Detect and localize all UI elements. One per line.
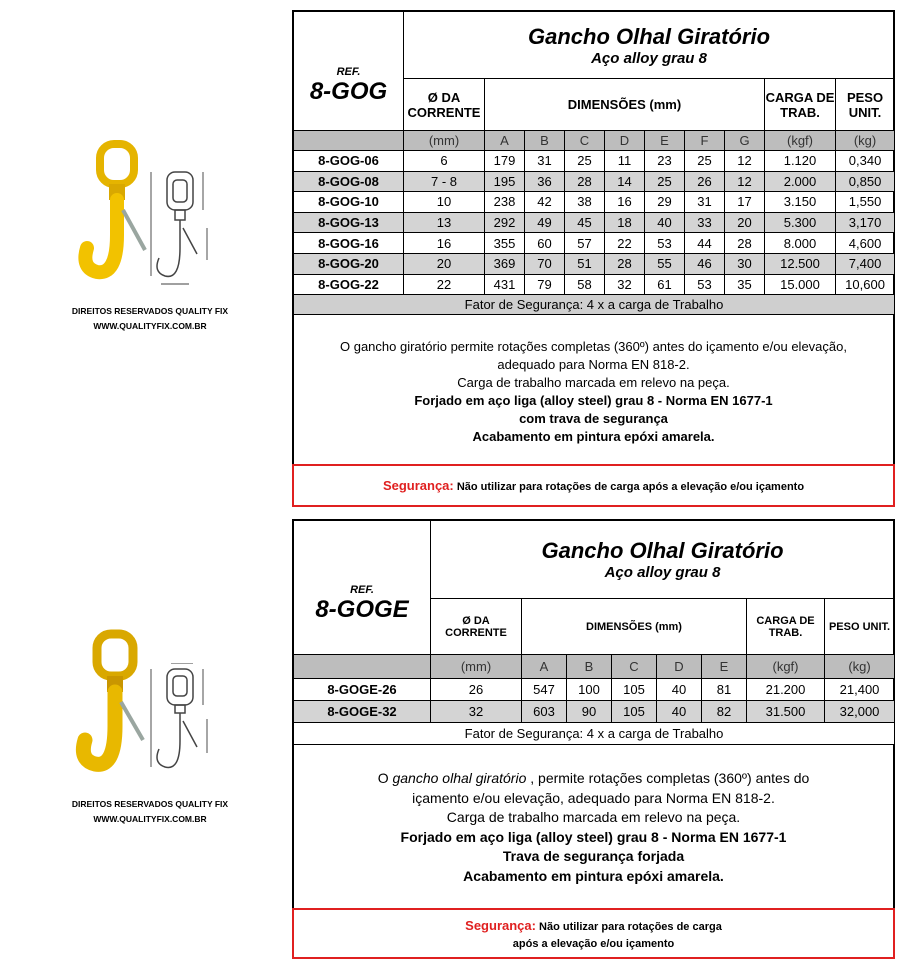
table-cell: 13 bbox=[404, 212, 485, 233]
table-cell: 28 bbox=[725, 233, 765, 254]
spec-card-8-gog bbox=[292, 10, 895, 507]
hook-dimension-drawing-icon bbox=[145, 663, 225, 813]
table-cell: 82 bbox=[702, 701, 747, 723]
header-load: CARGA DE TRAB. bbox=[765, 79, 836, 131]
table-row bbox=[294, 192, 895, 213]
table-cell: 603 bbox=[522, 701, 567, 723]
section-1-images bbox=[60, 140, 240, 290]
desc-line: Carga de trabalho marcada em relevo na peça. bbox=[446, 809, 741, 825]
unit-cell: A bbox=[522, 655, 567, 679]
desc-line: Carga de trabalho marcada em relevo na peça. bbox=[457, 375, 730, 390]
website-url: WWW.QUALITYFIX.COM.BR bbox=[93, 321, 207, 331]
product-title: Gancho Olhal Giratório bbox=[528, 23, 771, 49]
product-code-cell: 8-GOG-22 bbox=[294, 274, 404, 295]
table-cell: 547 bbox=[522, 679, 567, 701]
table-cell: 14 bbox=[605, 171, 645, 192]
table-cell: 26 bbox=[685, 171, 725, 192]
table-cell: 53 bbox=[685, 274, 725, 295]
table-cell: 51 bbox=[565, 253, 605, 274]
ref-label: REF. bbox=[350, 584, 374, 596]
table-cell: 1,550 bbox=[836, 192, 895, 213]
table-cell: 3.150 bbox=[765, 192, 836, 213]
table-cell: 28 bbox=[605, 253, 645, 274]
warning-line bbox=[294, 917, 893, 936]
table-cell: 79 bbox=[525, 274, 565, 295]
units-row bbox=[294, 655, 895, 679]
table-cell: 16 bbox=[404, 233, 485, 254]
table-cell: 17 bbox=[725, 192, 765, 213]
table-cell: 33 bbox=[685, 212, 725, 233]
unit-cell: C bbox=[565, 131, 605, 151]
section-2-images bbox=[60, 628, 240, 778]
table-cell: 355 bbox=[485, 233, 525, 254]
rights-text: DIREITOS RESERVADOS QUALITY FIX bbox=[71, 799, 229, 809]
desc-bold-line: com trava de segurança bbox=[519, 411, 668, 426]
table-cell: 238 bbox=[485, 192, 525, 213]
unit-cell: (kgf) bbox=[765, 131, 836, 151]
swivel-hook-photo-icon bbox=[75, 628, 155, 778]
table-cell: 25 bbox=[565, 151, 605, 172]
product-code-cell: 8-GOG-16 bbox=[294, 233, 404, 254]
unit-cell: C bbox=[612, 655, 657, 679]
header-weight: PESO UNIT. bbox=[836, 79, 895, 131]
table-cell: 0,850 bbox=[836, 171, 895, 192]
product-title: Gancho Olhal Giratório bbox=[541, 538, 784, 563]
unit-cell: E bbox=[645, 131, 685, 151]
desc-line bbox=[294, 769, 893, 789]
safety-warning-2 bbox=[292, 908, 895, 959]
spec-card-8-goge bbox=[292, 519, 895, 959]
product-code-cell: 8-GOGE-32 bbox=[294, 701, 431, 723]
table-cell: 32 bbox=[431, 701, 522, 723]
unit-cell: B bbox=[525, 131, 565, 151]
title-cell bbox=[404, 12, 895, 79]
spec-table-8-gog bbox=[293, 11, 895, 315]
header-chain: Ø DA CORRENTE bbox=[404, 79, 485, 131]
table-row bbox=[294, 233, 895, 254]
table-cell: 12.500 bbox=[765, 253, 836, 274]
product-subtitle: Aço alloy grau 8 bbox=[591, 49, 707, 67]
table-cell: 30 bbox=[725, 253, 765, 274]
unit-cell: (mm) bbox=[404, 131, 485, 151]
table-cell: 25 bbox=[685, 151, 725, 172]
table-cell: 29 bbox=[645, 192, 685, 213]
product-code-cell: 8-GOG-08 bbox=[294, 171, 404, 192]
table-cell: 28 bbox=[565, 171, 605, 192]
units-row bbox=[294, 131, 895, 151]
header-chain: Ø DA CORRENTE bbox=[431, 599, 522, 655]
warning-label: Segurança: bbox=[382, 478, 454, 493]
table-cell: 61 bbox=[645, 274, 685, 295]
product-code-cell: 8-GOG-20 bbox=[294, 253, 404, 274]
table-cell: 0,340 bbox=[836, 151, 895, 172]
hook-dimension-drawing-icon bbox=[145, 168, 225, 318]
unit-cell: D bbox=[605, 131, 645, 151]
copyright-notice-1 bbox=[40, 304, 260, 334]
table-cell: 31.500 bbox=[747, 701, 825, 723]
unit-cell: (kg) bbox=[825, 655, 895, 679]
unit-cell: D bbox=[657, 655, 702, 679]
table-row bbox=[294, 151, 895, 172]
table-cell: 32 bbox=[605, 274, 645, 295]
table-cell: 45 bbox=[565, 212, 605, 233]
table-cell: 20 bbox=[404, 253, 485, 274]
table-cell: 31 bbox=[525, 151, 565, 172]
table-cell: 105 bbox=[612, 701, 657, 723]
table-cell: 58 bbox=[565, 274, 605, 295]
table-cell: 1.120 bbox=[765, 151, 836, 172]
ref-value: 8-GOG bbox=[309, 78, 388, 105]
desc-line: adequado para Norma EN 818-2. bbox=[497, 357, 690, 372]
ref-cell bbox=[294, 12, 404, 131]
desc-bold-line: Forjado em aço liga (alloy steel) grau 8 - Norma EN 1677-1 bbox=[400, 828, 787, 845]
table-cell: 42 bbox=[525, 192, 565, 213]
swivel-hook-photo-icon bbox=[75, 140, 155, 290]
table-cell: 40 bbox=[645, 212, 685, 233]
table-cell: 60 bbox=[525, 233, 565, 254]
unit-cell: B bbox=[567, 655, 612, 679]
warning-text: Não utilizar para rotações de carga após a elevação e/ou içamento bbox=[456, 481, 805, 493]
table-cell: 44 bbox=[685, 233, 725, 254]
table-cell: 12 bbox=[725, 151, 765, 172]
unit-cell: F bbox=[685, 131, 725, 151]
table-cell: 179 bbox=[485, 151, 525, 172]
warning-text-2: após a elevação e/ou içamento bbox=[512, 938, 675, 950]
desc-bold-line: Forjado em aço liga (alloy steel) grau 8 - Norma EN 1677-1 bbox=[414, 393, 773, 408]
table-cell: 10 bbox=[404, 192, 485, 213]
table-cell: 38 bbox=[565, 192, 605, 213]
table-cell: 22 bbox=[404, 274, 485, 295]
table-row bbox=[294, 212, 895, 233]
table-cell: 18 bbox=[605, 212, 645, 233]
table-cell: 20 bbox=[725, 212, 765, 233]
product-code-cell: 8-GOG-10 bbox=[294, 192, 404, 213]
table-cell: 21.200 bbox=[747, 679, 825, 701]
table-cell: 49 bbox=[525, 212, 565, 233]
website-url: WWW.QUALITYFIX.COM.BR bbox=[93, 814, 207, 824]
safety-factor: Fator de Segurança: 4 x a carga de Trabalho bbox=[294, 723, 895, 745]
table-cell: 10,600 bbox=[836, 274, 895, 295]
desc-bold-line: Acabamento em pintura epóxi amarela. bbox=[463, 867, 724, 884]
header-weight: PESO UNIT. bbox=[825, 599, 895, 655]
table-row bbox=[294, 679, 895, 701]
header-dimensions: DIMENSÕES (mm) bbox=[485, 79, 765, 131]
rights-text: DIREITOS RESERVADOS QUALITY FIX bbox=[71, 306, 229, 316]
table-cell: 32,000 bbox=[825, 701, 895, 723]
table-cell: 2.000 bbox=[765, 171, 836, 192]
table-cell: 5.300 bbox=[765, 212, 836, 233]
desc-bold-line: Acabamento em pintura epóxi amarela. bbox=[472, 429, 715, 444]
header-dimensions: DIMENSÕES (mm) bbox=[522, 599, 747, 655]
warning-label: Segurança: bbox=[465, 918, 536, 933]
safety-warning-1 bbox=[292, 464, 895, 507]
table-cell: 105 bbox=[612, 679, 657, 701]
table-row bbox=[294, 701, 895, 723]
product-subtitle: Aço alloy grau 8 bbox=[604, 564, 721, 581]
description-2 bbox=[294, 769, 893, 886]
unit-cell: G bbox=[725, 131, 765, 151]
table-cell: 81 bbox=[702, 679, 747, 701]
spec-table-8-goge bbox=[293, 520, 895, 745]
safety-factor: Fator de Segurança: 4 x a carga de Trabalho bbox=[294, 295, 895, 315]
ref-cell bbox=[294, 521, 431, 655]
table-cell: 8.000 bbox=[765, 233, 836, 254]
table-cell: 292 bbox=[485, 212, 525, 233]
table-cell: 12 bbox=[725, 171, 765, 192]
table-cell: 4,600 bbox=[836, 233, 895, 254]
desc-line: içamento e/ou elevação, adequado para Norma EN 818-2. bbox=[412, 789, 775, 806]
table-cell: 6 bbox=[404, 151, 485, 172]
table-cell: 369 bbox=[485, 253, 525, 274]
unit-cell: (kgf) bbox=[747, 655, 825, 679]
table-cell: 40 bbox=[657, 701, 702, 723]
table-cell: 100 bbox=[567, 679, 612, 701]
table-cell: 46 bbox=[685, 253, 725, 274]
table-cell: 22 bbox=[605, 233, 645, 254]
desc-line: O gancho giratório permite rotações completas (360º) antes do içamento e/ou elevação, bbox=[340, 339, 847, 354]
desc-italic-fragment: gancho olhal giratório bbox=[392, 770, 527, 786]
table-cell: 3,170 bbox=[836, 212, 895, 233]
title-cell bbox=[431, 521, 895, 599]
table-cell: 26 bbox=[431, 679, 522, 701]
units-blank bbox=[294, 655, 431, 679]
table-cell: 431 bbox=[485, 274, 525, 295]
table-cell: 15.000 bbox=[765, 274, 836, 295]
table-cell: 195 bbox=[485, 171, 525, 192]
units-blank bbox=[294, 131, 404, 151]
unit-cell: E bbox=[702, 655, 747, 679]
table-cell: 53 bbox=[645, 233, 685, 254]
table-cell: 7,400 bbox=[836, 253, 895, 274]
ref-label: REF. bbox=[336, 66, 361, 78]
desc-bold-line: Trava de segurança forjada bbox=[502, 848, 685, 864]
table-cell: 36 bbox=[525, 171, 565, 192]
unit-cell: A bbox=[485, 131, 525, 151]
warning-text: Não utilizar para rotações de carga bbox=[539, 921, 722, 933]
description-1 bbox=[294, 338, 893, 446]
table-cell: 11 bbox=[605, 151, 645, 172]
copyright-notice-2 bbox=[40, 797, 260, 827]
table-cell: 25 bbox=[645, 171, 685, 192]
unit-cell: (mm) bbox=[431, 655, 522, 679]
table-cell: 23 bbox=[645, 151, 685, 172]
header-load: CARGA DE TRAB. bbox=[747, 599, 825, 655]
table-cell: 55 bbox=[645, 253, 685, 274]
product-code-cell: 8-GOGE-26 bbox=[294, 679, 431, 701]
table-cell: 70 bbox=[525, 253, 565, 274]
table-cell: 90 bbox=[567, 701, 612, 723]
product-code-cell: 8-GOG-13 bbox=[294, 212, 404, 233]
table-cell: 31 bbox=[685, 192, 725, 213]
unit-cell: (kg) bbox=[836, 131, 895, 151]
desc-fragment: , permite rotações completas (360º) antes do bbox=[530, 770, 810, 786]
table-row bbox=[294, 171, 895, 192]
table-cell: 35 bbox=[725, 274, 765, 295]
ref-value: 8-GOGE bbox=[315, 596, 409, 623]
table-cell: 21,400 bbox=[825, 679, 895, 701]
table-row bbox=[294, 274, 895, 295]
table-cell: 57 bbox=[565, 233, 605, 254]
desc-fragment: O bbox=[377, 770, 389, 786]
table-cell: 7 - 8 bbox=[404, 171, 485, 192]
table-row bbox=[294, 253, 895, 274]
table-cell: 40 bbox=[657, 679, 702, 701]
product-code-cell: 8-GOG-06 bbox=[294, 151, 404, 172]
table-cell: 16 bbox=[605, 192, 645, 213]
